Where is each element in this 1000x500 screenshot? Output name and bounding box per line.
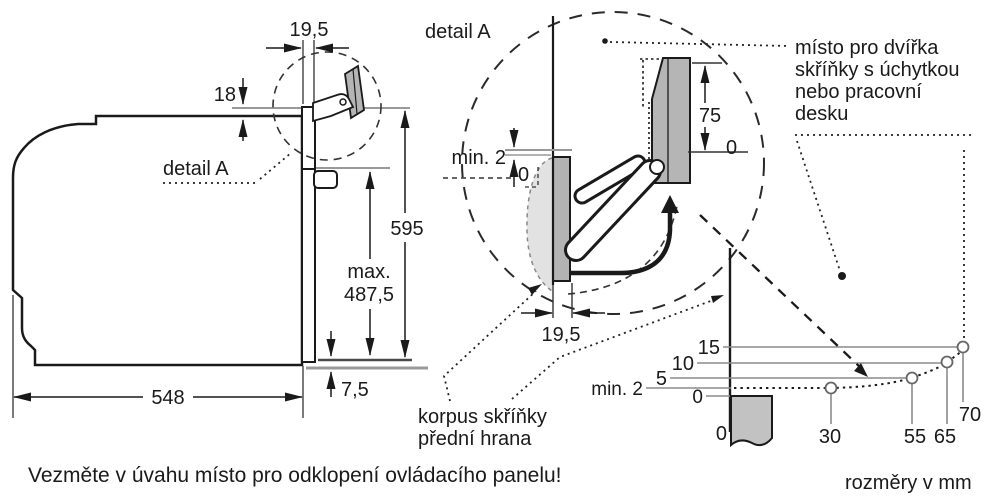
ext-lines-front-gap: [303, 40, 314, 104]
dim-bottom-offset-label: 7,5: [341, 379, 369, 401]
y-tick-15: 15: [697, 337, 720, 359]
detail-circle: [462, 12, 764, 314]
data-point-70: [958, 342, 969, 353]
door-space-note-line1: místo pro dvířka: [795, 37, 939, 59]
motion-arrow-head: [661, 195, 679, 213]
dim-detail-gap-label: 19,5: [541, 324, 581, 346]
cabinet-edge-note-line2: přední hrana: [418, 428, 532, 450]
leader-end-dot: [838, 272, 846, 280]
control-panel-closed: [553, 157, 570, 281]
y-tick-5: 5: [655, 368, 667, 390]
door-handle: [314, 171, 337, 188]
dim-height-label: 595: [390, 218, 424, 240]
x-tick-65: 65: [933, 426, 957, 448]
detail-title: detail A: [425, 21, 491, 43]
hinge-lever-small: [313, 94, 353, 121]
panel-swept-area: [527, 158, 552, 291]
door-space-note-line4: desku: [795, 103, 849, 125]
cabinet-wall-section: [731, 396, 772, 445]
gap-chart: [591, 215, 981, 448]
y-tick-0: 0: [692, 387, 703, 408]
dim-top-zero-label: 0: [518, 164, 530, 186]
dim-door-height-label: 75: [698, 105, 722, 127]
oven-side-view: [13, 19, 431, 418]
dim-door-zero-label: 0: [726, 137, 738, 159]
footnote-text: Vezměte v úvahu místo pro odklopení ovládacího panelu!: [28, 464, 562, 487]
oven-door-front: [302, 107, 315, 362]
data-point-30: [826, 383, 837, 394]
leader-arrow-head: [711, 295, 724, 303]
door-space-leader: [610, 42, 789, 46]
door-space-leader-down-left: [797, 141, 840, 271]
door-space-note-line3: nebo pracovní: [795, 81, 922, 103]
x-tick-30: 30: [818, 426, 842, 448]
units-note: rozměry v mm: [845, 472, 972, 494]
dim-max-value-label: 487,5: [343, 284, 395, 306]
dim-front-gap-label: 19,5: [289, 19, 329, 41]
dim-depth-label: 548: [151, 387, 185, 409]
dim-max-prefix-label: max.: [347, 261, 391, 283]
hinge-pivot: [650, 160, 664, 174]
cabinet-edge-leader-1: [444, 291, 536, 401]
data-point-65: [942, 357, 953, 368]
door-space-note-line2: skříňky s úchytkou: [795, 59, 960, 81]
y-tick-min2: min. 2: [591, 379, 643, 400]
oven-body: [13, 116, 302, 365]
x-tick-55: 55: [903, 426, 927, 448]
y-tick-10: 10: [671, 353, 694, 375]
reference-dashed-arrow: [697, 215, 861, 368]
leader-dot: [602, 38, 608, 44]
dim-top-clearance-label: min. 2: [451, 147, 506, 169]
ext-lines-detail-gap: [553, 283, 572, 318]
hinge-pivot-small: [340, 99, 346, 105]
leader-arrow-head: [528, 284, 542, 295]
reference-dashed-arrow-head: [854, 363, 868, 377]
cabinet-edge-note-line1: korpus skříňky: [418, 406, 547, 428]
origin-label: 0: [715, 423, 727, 445]
dim-panel-top-label: 18: [213, 84, 236, 106]
detail-callout-label: detail A: [163, 158, 229, 180]
data-point-55: [907, 373, 918, 384]
x-tick-70: 70: [958, 404, 982, 426]
